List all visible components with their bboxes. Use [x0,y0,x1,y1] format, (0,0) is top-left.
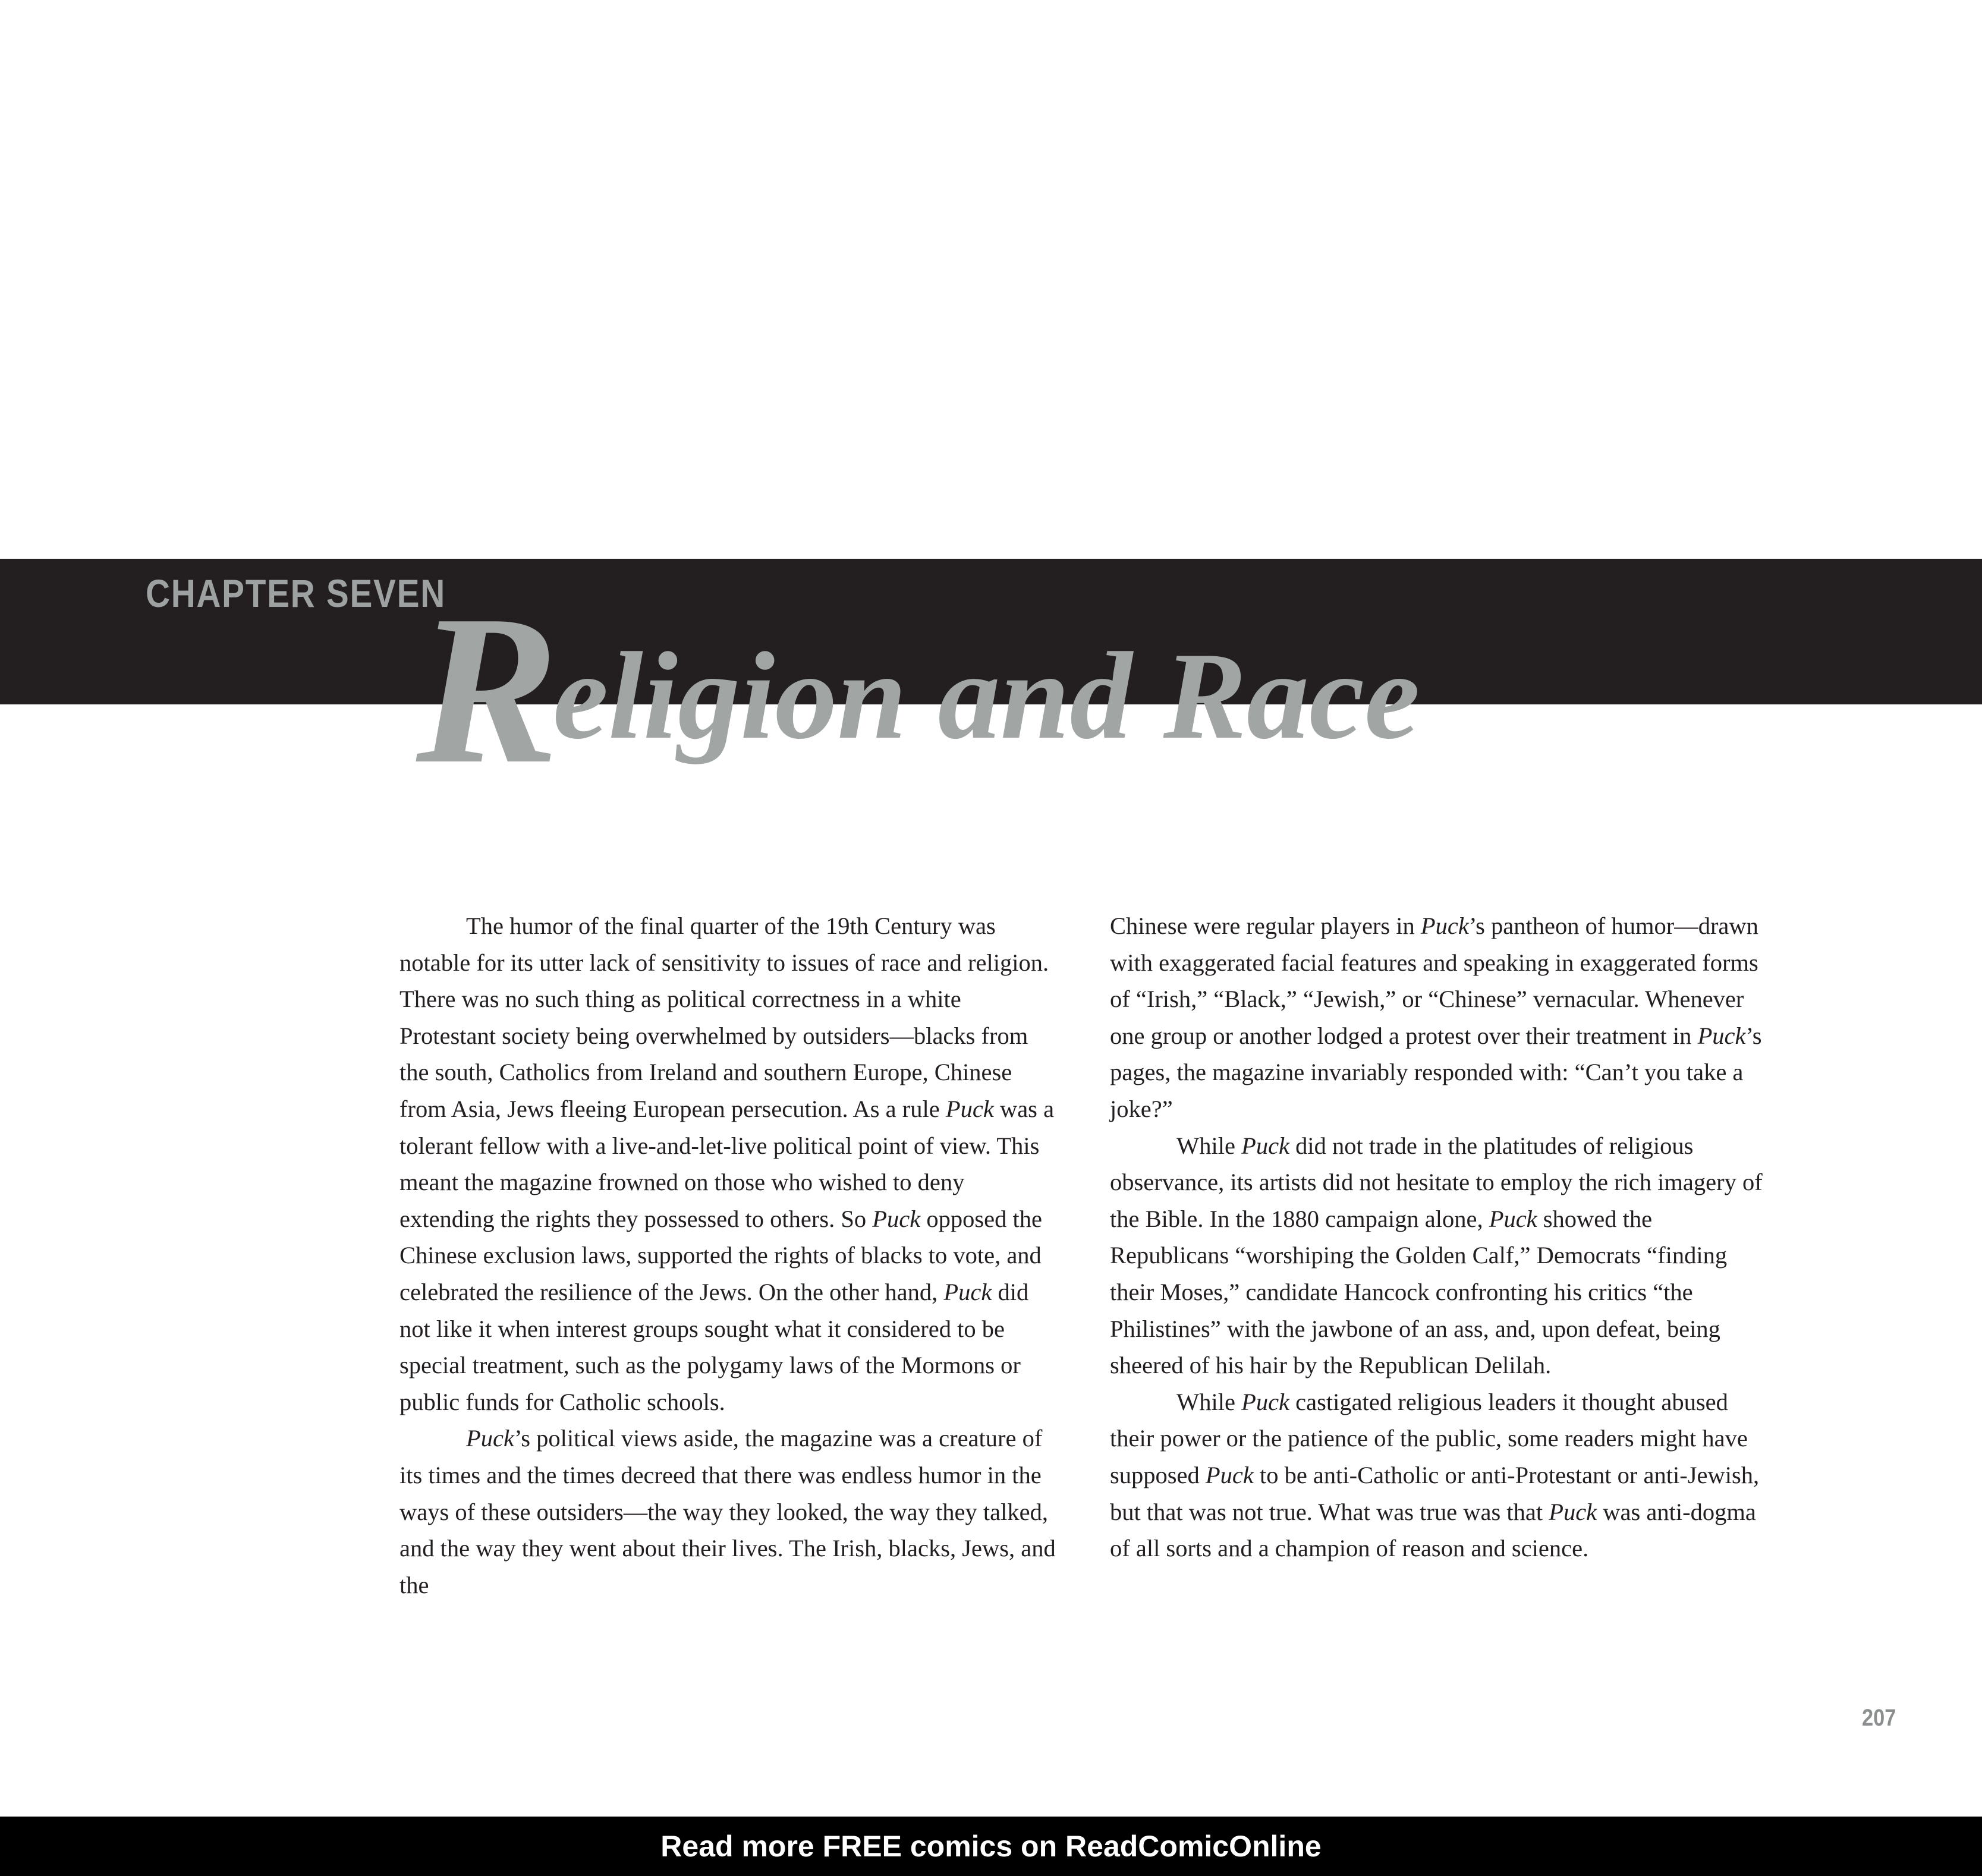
paragraph: Puck’s political views aside, the magazine was a creature of its times and the times decreed that there was endless humor in the ways of these outsiders—the way they looked, the way they talked, and the way they went about their lives. The Irish, blacks, Jews, and the [399,1425,1056,1598]
paragraph: The humor of the final quarter of the 19th Century was notable for its utter lack of sensitivity to issues of race and religion. There was no such thing as political correctness in a white Protestant society being overwhelmed by outsiders—blacks from the south, Catholics from Ireland and southern Europe, Chinese from Asia, Jews fleeing European persecution. As a rule Puck was a tolerant fellow with a live-and-let-live political point of view. This meant the magazine frowned on those who wished to deny extending the rights they possessed to others. So Puck opposed the Chinese exclusion laws, supported the rights of blacks to vote, and celebrated the resilience of the Jews. On the other hand, Puck did not like it when interest groups sought what it considered to be special treatment, such as the polygamy laws of the Mormons or public funds for Catholic schools. [399,912,1055,1415]
magazine-title: Puck [466,1425,514,1452]
magazine-title: Puck [1489,1205,1537,1232]
footer-banner: Read more FREE comics on ReadComicOnline [0,1817,1982,1876]
magazine-title: Puck [872,1205,921,1232]
body-column-left [399,908,1059,1603]
body-column-right [1110,908,1776,1567]
magazine-title: Puck [945,1095,994,1122]
magazine-title: Puck [1241,1388,1290,1415]
magazine-title: Puck [1549,1498,1597,1525]
magazine-title: Puck [1241,1132,1290,1159]
chapter-title-rest: eligion and Race [553,627,1420,765]
paragraph: Chinese were regular players in Puck’s pantheon of humor—drawn with exaggerated facial features and speaking in exaggerated forms of “Irish,” “Black,” “Jewish,” or “Chinese” vernacular. Whenever one group or another lodged a protest over their treatment in Puck’s pages, the magazine invariably responded with: “Can’t you take a joke?” [1110,912,1762,1122]
magazine-title: Puck [1420,912,1469,939]
chapter-title-initial: R [416,571,559,808]
magazine-title: Puck [1205,1461,1254,1488]
paragraph: While Puck castigated religious leaders it thought abused their power or the patience of the public, some readers might have supposed Puck to be anti-Catholic or anti-Protestant or anti-Jewish, but that was not true. What was true was that Puck was anti-dogma of all sorts and a champion of reason and science. [1110,1388,1760,1562]
magazine-title: Puck [1697,1022,1746,1049]
page-number: 207 [1862,1705,1896,1731]
chapter-label: CHAPTER SEVEN [146,571,446,615]
paragraph: While Puck did not trade in the platitudes of religious observance, its artists did not hesitate to employ the rich imagery of the Bible. In the 1880 campaign alone, Puck showed the Republicans “worshiping the Golden Calf,” Democrats “finding their Moses,” candidate Hancock confronting his critics “the Philistines” with the jawbone of an ass, and, upon defeat, being sheered of his hair by the Republican Delilah. [1110,1132,1763,1379]
magazine-title: Puck [943,1278,992,1305]
chapter-title [416,493,1420,808]
